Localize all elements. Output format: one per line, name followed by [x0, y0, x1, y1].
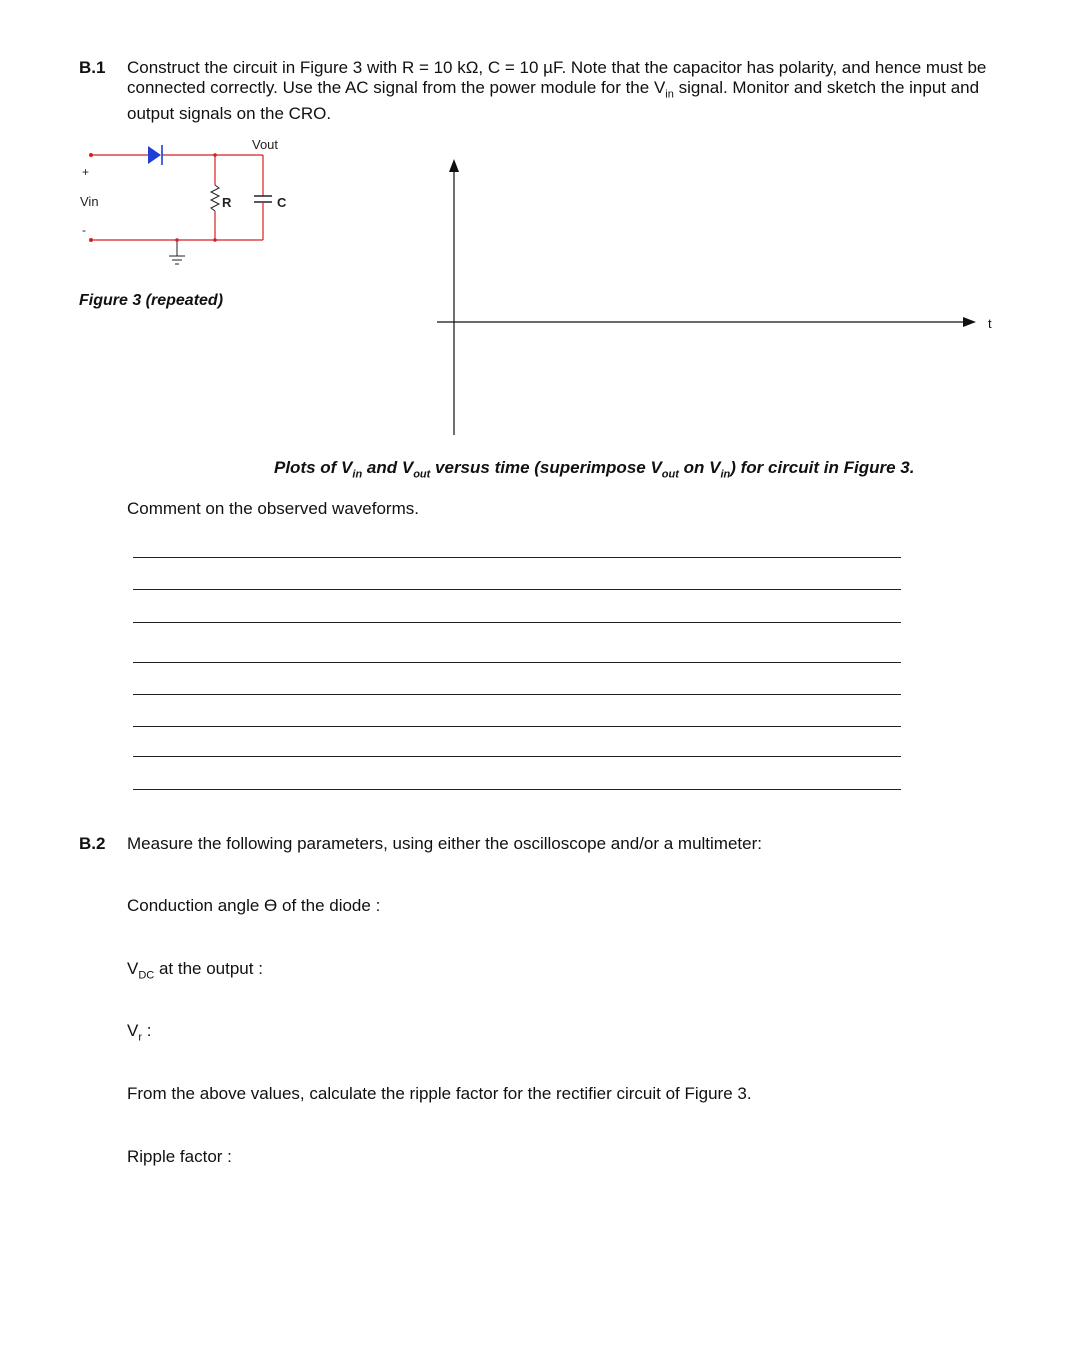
vdc-rest: at the output : — [154, 959, 263, 978]
label-r: R — [222, 195, 232, 210]
question-number-b2: B.2 — [79, 834, 106, 853]
b2-intro: Measure the following parameters, using either the oscilloscope and/or a multimeter: — [127, 834, 762, 853]
answer-line-6[interactable] — [133, 726, 901, 727]
y-axis-arrow-icon — [449, 159, 459, 172]
plot-axes — [430, 150, 1010, 445]
answer-line-4[interactable] — [133, 662, 901, 663]
x-axis-label: t — [988, 316, 992, 331]
vdc-sub: DC — [138, 969, 155, 982]
question-number-b1: B.1 — [79, 58, 106, 77]
answer-line-8[interactable] — [133, 789, 901, 790]
label-vout: Vout — [252, 137, 279, 152]
answer-line-1[interactable] — [133, 557, 901, 558]
ripple-factor-label: Ripple factor : — [127, 1147, 232, 1166]
vr-sub: r — [138, 1031, 143, 1044]
answer-line-5[interactable] — [133, 694, 901, 695]
b1-instructions — [127, 58, 997, 124]
conduction-angle-label: Conduction angle ϴ of the diode : — [127, 896, 381, 915]
plot-caption-part: on V — [678, 458, 721, 477]
plot-caption-part: versus time (superimpose V — [430, 458, 662, 477]
vdc-label — [127, 959, 263, 985]
plot-caption-sub: in — [720, 468, 731, 481]
label-c: C — [277, 195, 287, 210]
diode-icon — [148, 146, 161, 164]
plot-caption-part: and V — [362, 458, 414, 477]
plot-caption-part: Plots of V — [274, 458, 353, 477]
plot-caption-sub: out — [661, 468, 679, 481]
terminal-top — [89, 153, 93, 157]
x-axis-arrow-icon — [963, 317, 976, 327]
plot-caption-sub: out — [413, 468, 431, 481]
terminal-bottom — [89, 238, 93, 242]
figure-caption: Figure 3 (repeated) — [79, 292, 224, 309]
plot-caption — [274, 458, 914, 480]
vr-main: V — [127, 1021, 139, 1040]
label-vin: Vin — [80, 194, 99, 209]
plot-caption-part: ) for circuit in Figure 3. — [730, 458, 915, 477]
calc-instruction: From the above values, calculate the ripple factor for the rectifier circuit of Figure 3. — [127, 1084, 752, 1103]
comment-prompt: Comment on the observed waveforms. — [127, 499, 419, 518]
answer-line-7[interactable] — [133, 756, 901, 757]
label-minus: - — [82, 223, 86, 237]
label-plus: + — [82, 165, 90, 179]
plot-caption-sub: in — [352, 468, 363, 481]
b1-text-sub: in — [665, 88, 674, 101]
vr-rest: : — [142, 1021, 152, 1040]
vdc-main: V — [127, 959, 139, 978]
b1-text-end: signal. Monitor and sketch the input and output signals on the CRO. — [127, 78, 980, 124]
b1-text-start: Construct the circuit in Figure 3 with R = 10 kΩ, C = 10 µF. Note that the capacitor has polarity, and hence must be connected correctly. Use the AC signal from the power module for the V — [127, 58, 987, 97]
answer-line-2[interactable] — [133, 589, 901, 590]
vr-label — [127, 1021, 151, 1047]
answer-line-3[interactable] — [133, 622, 901, 623]
resistor-icon — [211, 185, 219, 211]
circuit-diagram — [70, 130, 310, 280]
